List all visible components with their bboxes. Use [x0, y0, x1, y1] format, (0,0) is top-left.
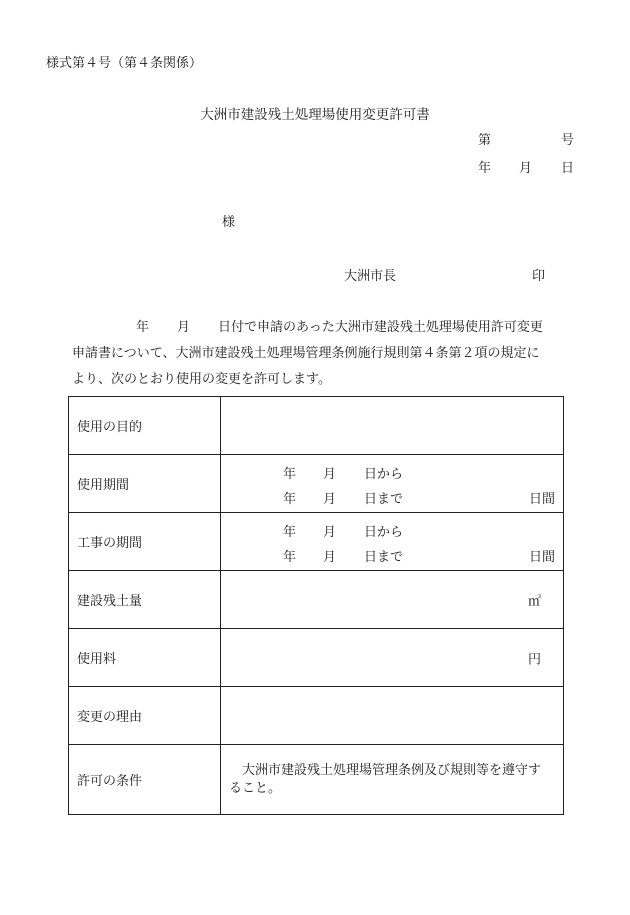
reason-value	[221, 687, 564, 745]
date-day: 日	[561, 161, 575, 176]
date-month: 月	[519, 161, 533, 176]
body-line-2: 申請書について、大洲市建設残土処理場管理条例施行規則第４条第２項の規定に	[72, 346, 540, 361]
work-period-from	[221, 521, 563, 541]
soil-amount-label: 建設残土量	[69, 571, 221, 629]
soil-amount-value	[221, 571, 564, 629]
document-title: 大洲市建設残土処理場使用変更許可書	[200, 107, 430, 123]
cubic-meter-unit: ㎥	[527, 594, 541, 609]
use-period-label: 使用期間	[69, 455, 221, 513]
body-year: 年	[136, 320, 150, 335]
fee-value	[221, 629, 564, 687]
row-fee	[69, 629, 564, 687]
row-work-period	[69, 513, 564, 571]
work-period-to-day: 日まで	[364, 550, 404, 565]
row-use-period	[69, 455, 564, 513]
conditions-text: 大洲市建設残土処理場管理条例及び規則等を遵守すること。	[229, 762, 542, 796]
work-period-to	[221, 546, 563, 566]
work-period-days-unit: 日間	[528, 550, 555, 565]
work-period-to-month: 月	[323, 550, 337, 565]
work-period-to-year: 年	[283, 550, 297, 565]
reason-label: 変更の理由	[69, 687, 221, 745]
purpose-value	[221, 397, 564, 455]
body-paragraph	[72, 315, 562, 393]
fee-label: 使用料	[69, 629, 221, 687]
use-period-from-month: 月	[323, 467, 337, 482]
purpose-label: 使用の目的	[69, 397, 221, 455]
conditions-value	[221, 745, 564, 815]
row-soil-amount	[69, 571, 564, 629]
use-period-from	[221, 463, 563, 483]
use-period-days-unit: 日間	[528, 492, 555, 507]
work-period-from-year: 年	[283, 525, 297, 540]
seal-mark: 印	[532, 269, 546, 284]
use-period-to-day: 日まで	[364, 492, 404, 507]
date-year: 年	[478, 161, 492, 176]
use-period-to-year: 年	[283, 492, 297, 507]
use-period-to-month: 月	[323, 492, 337, 507]
body-line-1	[72, 315, 562, 341]
row-reason	[69, 687, 564, 745]
work-period-from-day: 日から	[364, 525, 404, 540]
row-purpose	[69, 397, 564, 455]
number-suffix: 号	[561, 133, 575, 148]
use-period-value	[221, 455, 564, 513]
issuer-name: 大洲市長	[344, 269, 397, 284]
use-period-to	[221, 488, 563, 508]
recipient-honorific: 様	[222, 215, 236, 230]
permit-table	[68, 396, 564, 815]
work-period-label: 工事の期間	[69, 513, 221, 571]
conditions-label: 許可の条件	[69, 745, 221, 815]
use-period-from-year: 年	[283, 467, 297, 482]
body-line-3: より、次のとおり使用の変更を許可します。	[72, 372, 331, 387]
work-period-value	[221, 513, 564, 571]
yen-unit: 円	[527, 652, 541, 667]
form-number: 様式第４号（第４条関係）	[46, 56, 203, 71]
number-prefix: 第	[478, 133, 492, 148]
body-line1-rest: 日付で申請のあった大洲市建設残土処理場使用許可変更	[218, 320, 543, 335]
row-conditions	[69, 745, 564, 815]
use-period-from-day: 日から	[364, 467, 404, 482]
body-month: 月	[177, 320, 191, 335]
work-period-from-month: 月	[323, 525, 337, 540]
